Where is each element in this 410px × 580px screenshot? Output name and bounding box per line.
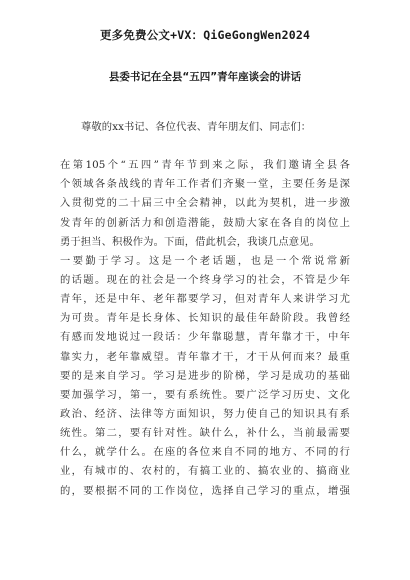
body-text-line: 的，要根据不同的工作岗位，选择自己学习的重点，增强 — [60, 484, 350, 497]
body-text-line: 入贯彻党的二十届三中全会精神，以此为契机，进一步激 — [60, 197, 350, 210]
body-text-line: 统性。第二，要有针对性。缺什么，补什么，当前最需要 — [60, 427, 350, 440]
salutation-line: 尊敬的xx书记、各位代表、青年朋友们、同志们： — [81, 121, 312, 133]
body-text-line: 发青年的创新活力和创造潜能，鼓励大家在各自的岗位上 — [60, 216, 350, 229]
promo-banner: 更多免费公文+VX：QiGeGongWen2024 — [99, 28, 311, 42]
body-text-line: 的话题。现在的社会是一个终身学习的社会，不管是少年 — [60, 273, 350, 286]
body-text-line: 要的是来自学习。学习是进步的阶梯，学习是成功的基础 — [60, 369, 350, 382]
document-title: 县委书记在全县“五四”青年座谈会的讲话 — [108, 71, 302, 83]
body-text-line: 业，有城市的、农村的，有搞工业的、搞农业的、搞商业 — [60, 465, 350, 478]
body-text-line: 政治、经济、法律等方面知识，努力使自己的知识具有系 — [60, 407, 350, 420]
body-text-line: 靠实力，老年靠威望。青年靠才干，才干从何而来？最重 — [60, 350, 350, 363]
body-text-line: 个领域各条战线的青年工作者们齐聚一堂，主要任务是深 — [60, 178, 350, 191]
document-body — [60, 118, 350, 501]
body-text-line: 为可贵。青年是长身体、长知识的最佳年龄阶段。我曾经 — [60, 312, 350, 325]
body-text-line: 有感而发地说过一段话：少年靠聪慧，青年靠才干，中年 — [60, 331, 350, 344]
body-text-line: 什么，就学什么。在座的各位来自不同的地方、不同的行 — [60, 446, 350, 459]
body-text-line: 要加强学习，第一，要有系统性。要广泛学习历史、文化 — [60, 388, 350, 401]
body-text-line: 在第105个“五四”青年节到来之际，我们邀请全县各 — [60, 159, 350, 172]
body-text-line: 青年，还是中年、老年都要学习，但对青年人来讲学习尤 — [60, 293, 350, 306]
body-text-line: 勇于担当、积极作为。下面，借此机会，我谈几点意见。 — [60, 235, 320, 248]
body-text-line: 一要勤于学习。这是一个老话题，也是一个常说常新 — [60, 254, 350, 267]
